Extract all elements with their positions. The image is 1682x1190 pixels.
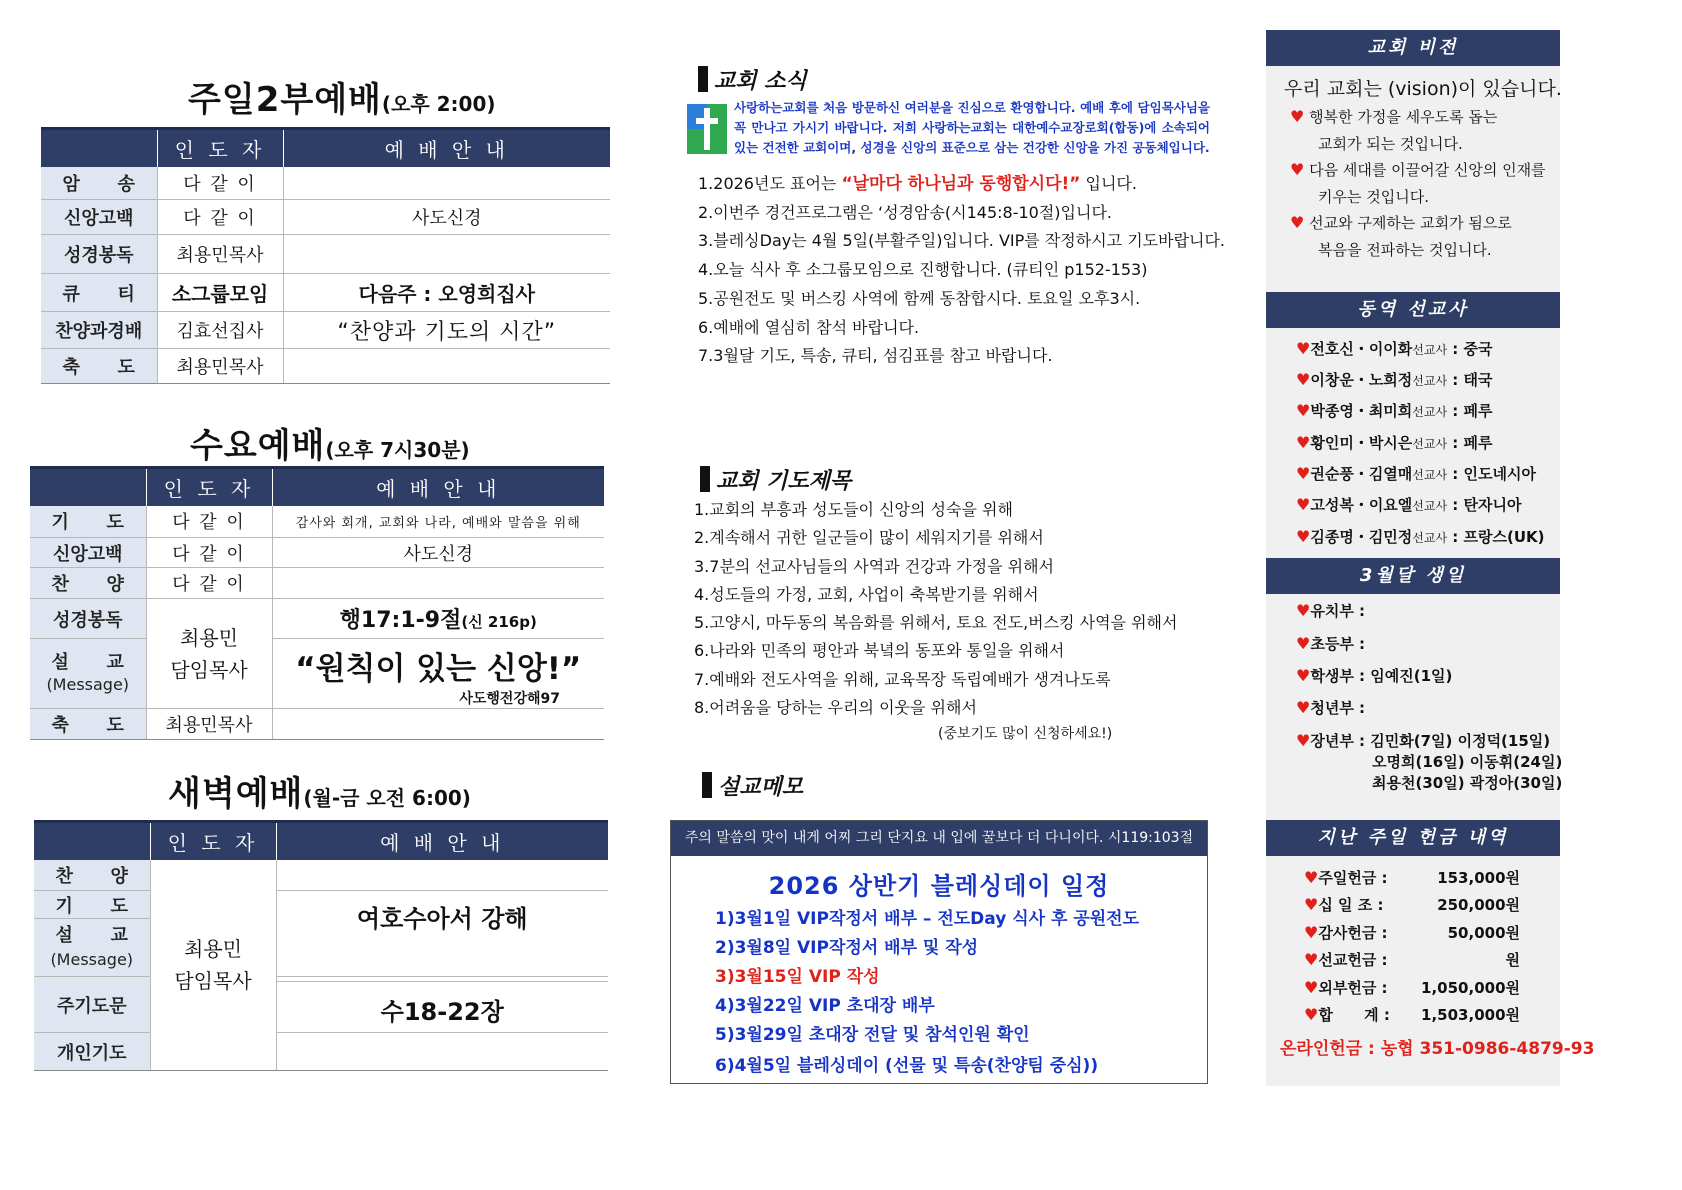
offering-amount: 153,000원	[1437, 869, 1520, 887]
heart-icon: ♥	[1296, 464, 1311, 483]
birthday-row	[1296, 697, 1365, 718]
vision-heading: 교회 비전	[1266, 30, 1560, 66]
missionary-row	[1296, 463, 1536, 484]
offering-label: 십 일 조 :	[1318, 896, 1384, 914]
sunday-service-name: 주일2부예배	[188, 80, 382, 120]
missionary-names: 황인미・박시은	[1310, 434, 1413, 452]
heart-icon: ♥	[1296, 634, 1311, 653]
table-row	[41, 167, 610, 200]
blessing-day-schedule	[671, 905, 1207, 1081]
prayer-item: 5.고양시, 마두동의 복음화를 위해서, 토요 전도,버스킹 사역을 위해서	[694, 613, 1178, 633]
preacher-name: 최용민	[184, 936, 242, 961]
offering-amount: 250,000원	[1437, 896, 1520, 914]
chapter-cell	[276, 977, 608, 1033]
heart-icon: ♥	[1296, 433, 1311, 452]
sermon-label-en: (Message)	[50, 949, 134, 969]
table-row	[41, 274, 610, 312]
missionary-names: 고성복・이요엘	[1310, 496, 1413, 514]
row-info: “찬양과 기도의 시간”	[283, 312, 610, 349]
wednesday-service-time: (오후 7시30분)	[325, 438, 470, 462]
row-label: 신앙고백	[30, 538, 146, 568]
vision-line: 교회가 되는 것입니다.	[1318, 134, 1463, 153]
missionary-names: 김종명・김민정	[1310, 528, 1413, 546]
heading-bar-icon	[698, 66, 708, 92]
birthday-row-extra: 오명희(16일) 이동휘(24일)	[1372, 753, 1563, 771]
missionary-country: : 프랑스(UK)	[1447, 528, 1545, 546]
dawn-service-title	[168, 766, 471, 815]
offering-heading: 지난 주일 헌금 내역	[1266, 820, 1560, 856]
online-offering-account: 온라인헌금 : 농협 351-0986-4879-93	[1280, 1039, 1595, 1059]
row-leader: 다 같 이	[157, 200, 283, 235]
heart-icon: ♥	[1296, 666, 1311, 685]
heart-icon: ♥	[1290, 107, 1305, 126]
news-item: 5.공원전도 및 버스킹 사역에 함께 동참합시다. 토요일 오후3시.	[698, 288, 1141, 308]
missionary-title: 선교사	[1412, 468, 1448, 482]
scripture: 행17:1-9절	[339, 608, 462, 633]
news-item-1-pre: 1.2026년도 표어는	[698, 174, 842, 193]
sermon-title-cell	[272, 639, 604, 709]
news-intro: 사랑하는교회를 처음 방문하신 여러분을 진심으로 환영합니다. 예배 후에 담임목사님을 꼭 만나고 가시기 바랍니다. 저희 사랑하는교회는 대한예수교장로회(합동)에 소속되어 있는 건전한 교회이며, 성경을 신앙의 표준으로 삼는 건강한 신앙을 가진 공동체입니다.	[734, 100, 1210, 155]
sermon-series: 사도행전강해97	[459, 691, 560, 707]
header-info: 예 배 안 내	[283, 129, 610, 167]
offering-row	[1304, 867, 1520, 888]
birthday-heading: 3월달 생일	[1266, 558, 1560, 594]
blessing-leader: 최용민목사	[146, 709, 272, 740]
prayer-item: 4.성도들의 가정, 교회, 사업이 축복받기를 위해서	[694, 584, 1039, 604]
schedule-item: 6)4월5일 블레싱데이 (선물 및 특송(찬양팀 중심))	[715, 1056, 1099, 1076]
row-label: 기 도	[34, 891, 150, 919]
row-info	[283, 235, 610, 274]
heart-icon: ♥	[1304, 950, 1319, 969]
birthday-text: 청년부 :	[1310, 699, 1366, 717]
cross-icon	[687, 104, 727, 154]
heart-icon: ♥	[1304, 978, 1319, 997]
prayer-item: 2.계속해서 귀한 일군들이 많이 세워지기를 위해서	[694, 528, 1044, 548]
missionary-country: : 페루	[1447, 402, 1493, 420]
wednesday-service-name: 수요예배	[190, 426, 326, 466]
scripture-cell	[272, 599, 604, 639]
row-leader: 다 같 이	[157, 167, 283, 200]
heart-icon: ♥	[1296, 495, 1311, 514]
missionary-country: : 태국	[1447, 371, 1493, 389]
news-heading-text: 교회 소식	[714, 69, 807, 94]
missionary-names: 이창운・노희정	[1310, 371, 1413, 389]
offering-label: 외부헌금 :	[1318, 979, 1388, 997]
vision-title: 우리 교회는 (vision)이 있습니다.	[1284, 78, 1562, 100]
sermon-memo-heading-text: 설교메모	[718, 775, 804, 800]
offering-row	[1304, 922, 1520, 943]
prayer-heading	[700, 464, 851, 495]
offering-label: 감사헌금 :	[1318, 924, 1388, 942]
reading-label: 성경봉독	[30, 599, 146, 639]
blessing-label: 축 도	[30, 709, 146, 740]
table-row	[30, 709, 604, 740]
row-leader: 다 같 이	[146, 538, 272, 568]
book-cell	[276, 891, 608, 977]
missionary-title: 선교사	[1412, 499, 1448, 513]
dawn-service-time: (월-금 오전 6:00)	[303, 786, 471, 810]
row-label: 주기도문	[34, 977, 150, 1033]
vision-item	[1290, 104, 1546, 131]
birthday-text: 학생부 : 임예진(1일)	[1310, 667, 1453, 685]
header-info: 예 배 안 내	[272, 468, 604, 506]
missionaries-heading: 동역 선교사	[1266, 292, 1560, 328]
missionary-row	[1296, 338, 1493, 359]
birthday-row	[1296, 633, 1365, 654]
news-motto: “날마다 하나님과 동행합시다!”	[841, 174, 1081, 194]
table-header	[34, 822, 608, 860]
offering-row	[1304, 894, 1520, 915]
schedule-item: 3)3월15일 VIP 작성	[715, 967, 880, 987]
wednesday-service-table	[30, 466, 604, 740]
header-blank	[30, 468, 146, 506]
prayer-item: 6.나라와 민족의 평안과 북녘의 동포와 통일을 위해서	[694, 641, 1065, 661]
offering-label: 합 계 :	[1318, 1006, 1390, 1024]
preacher-name: 최용민	[180, 625, 238, 650]
row-label: 찬 양	[34, 860, 150, 891]
offering-label: 선교헌금 :	[1318, 951, 1388, 969]
heart-icon: ♥	[1304, 868, 1319, 887]
offering-amount: 원	[1505, 951, 1520, 969]
missionary-country: : 페루	[1447, 434, 1493, 452]
birthday-row-extra: 최용천(30일) 곽정아(30일)	[1372, 774, 1563, 792]
table-row	[30, 506, 604, 538]
row-label: 개인기도	[34, 1033, 150, 1071]
missionary-title: 선교사	[1412, 405, 1448, 419]
sermon-label: 설 교	[55, 924, 128, 946]
prayer-note: (중보기도 많이 신청하세요!)	[938, 726, 1113, 742]
table-row	[34, 977, 608, 1033]
prayer-list	[694, 496, 1177, 722]
missionary-title: 선교사	[1412, 374, 1448, 388]
prayer-item: 7.예배와 전도사역을 위해, 교육목장 독립예배가 생겨나도록	[694, 669, 1111, 689]
dawn-service-table	[34, 820, 608, 1071]
sermon-title: “원칙이 있는 신앙!”	[295, 651, 582, 687]
vision-item	[1290, 237, 1546, 264]
birthday-text: 유치부 :	[1310, 602, 1366, 620]
news-heading	[698, 64, 807, 95]
sermon-label-cell	[34, 919, 150, 977]
table-row	[34, 1033, 608, 1071]
table-header	[30, 468, 604, 506]
blessing-day-title: 2026 상반기 블레싱데이 일정	[768, 872, 1110, 900]
row-info: 감사와 회개, 교회와 나라, 예배와 말씀을 위해	[272, 506, 604, 538]
news-item: 6.예배에 열심히 참석 바랍니다.	[698, 317, 920, 337]
row-leader: 김효선집사	[157, 312, 283, 349]
table-row	[30, 568, 604, 599]
heart-icon: ♥	[1304, 923, 1319, 942]
sermon-label-cell	[30, 639, 146, 709]
table-row	[30, 639, 604, 709]
prayer-item: 3.7분의 선교사님들의 사역과 건강과 가정을 위해서	[694, 556, 1054, 576]
row-info	[276, 1033, 608, 1071]
offering-amount: 1,050,000원	[1421, 979, 1520, 997]
missionary-names: 박종영・최미희	[1310, 402, 1413, 420]
table-row	[34, 860, 608, 891]
sermon-label-en: (Message)	[46, 674, 130, 694]
vision-line: 다음 세대를 이끌어갈 신앙의 인재를	[1309, 161, 1546, 179]
vision-item	[1290, 131, 1546, 158]
header-blank	[41, 129, 157, 167]
row-label: 찬양과경배	[41, 312, 157, 349]
row-info	[272, 568, 604, 599]
sunday-service-table	[41, 127, 610, 384]
blessing-info	[272, 709, 604, 740]
news-item: 2.이번주 경건프로그램은 ‘성경암송(시145:8-10절)입니다.	[698, 202, 1113, 222]
row-info: 사도신경	[272, 538, 604, 568]
header-leader: 인 도 자	[146, 468, 272, 506]
header-blank	[34, 822, 150, 860]
row-leader: 다 같 이	[146, 506, 272, 538]
missionary-country: : 탄자니아	[1447, 496, 1522, 514]
heart-icon: ♥	[1296, 601, 1311, 620]
sunday-service-time: (오후 2:00)	[381, 92, 496, 116]
vision-line: 키우는 것입니다.	[1318, 187, 1429, 206]
news-item: 7.3월달 기도, 특송, 큐티, 섬김표를 참고 바랍니다.	[698, 346, 1053, 366]
hymn: (신 216p)	[461, 613, 537, 631]
schedule-item: 1)3월1일 VIP작정서 배부 – 전도Day 식사 후 공원전도	[715, 909, 1140, 929]
vision-line: 선교와 구제하는 교회가 됨으로	[1309, 214, 1512, 232]
missionary-title: 선교사	[1412, 531, 1448, 545]
book-title: 여호수아서 강해	[356, 905, 528, 933]
schedule-item: 2)3월8일 VIP작정서 배부 및 작성	[715, 938, 979, 958]
vision-item	[1290, 157, 1546, 184]
missionary-row	[1296, 494, 1521, 515]
sermon-memo-heading	[702, 770, 803, 801]
birthday-row	[1296, 730, 1550, 751]
sunday-service-title	[188, 72, 496, 121]
sermon-label: 설 교	[51, 651, 124, 673]
wednesday-service-title	[190, 418, 470, 467]
heart-icon: ♥	[1296, 698, 1311, 717]
birthday-text: 초등부 :	[1310, 635, 1366, 653]
heading-bar-icon	[702, 772, 712, 798]
offering-label: 주일헌금 :	[1318, 869, 1388, 887]
birthday-row	[1296, 665, 1452, 686]
sermon-memo-box	[670, 820, 1208, 1084]
vision-line: 복음을 전파하는 것입니다.	[1318, 240, 1492, 259]
table-row	[41, 200, 610, 235]
header-info: 예 배 안 내	[276, 822, 608, 860]
news-list	[698, 170, 1225, 371]
heart-icon: ♥	[1304, 1005, 1319, 1024]
prayer-heading-text: 교회 기도제목	[716, 469, 852, 494]
news-item-1	[698, 170, 1225, 199]
missionary-row	[1296, 526, 1545, 547]
heart-icon: ♥	[1296, 527, 1311, 546]
row-leader: 최용민목사	[157, 349, 283, 384]
offering-amount: 1,503,000원	[1421, 1006, 1520, 1024]
heading-bar-icon	[700, 466, 710, 492]
missionary-title: 선교사	[1412, 343, 1448, 357]
heart-icon: ♥	[1290, 160, 1305, 179]
heart-icon: ♥	[1296, 339, 1311, 358]
row-label: 기 도	[30, 506, 146, 538]
offering-row	[1304, 949, 1520, 970]
row-info	[283, 167, 610, 200]
vision-item	[1290, 184, 1546, 211]
vision-item	[1290, 210, 1546, 237]
row-label: 큐 티	[41, 274, 157, 312]
preacher-cell	[150, 860, 276, 1071]
missionary-title: 선교사	[1412, 437, 1448, 451]
offering-row	[1304, 977, 1520, 998]
row-leader: 최용민목사	[157, 235, 283, 274]
missionary-country: : 중국	[1447, 340, 1493, 358]
news-item: 3.블레싱Day는 4월 5일(부활주일)입니다. VIP를 작정하시고 기도바랍니다.	[698, 231, 1226, 251]
offering-amount: 50,000원	[1447, 924, 1520, 942]
heart-icon: ♥	[1296, 731, 1311, 750]
birthday-row	[1296, 600, 1365, 621]
header-leader: 인 도 자	[157, 129, 283, 167]
preacher-cell	[146, 599, 272, 709]
row-label: 축 도	[41, 349, 157, 384]
header-leader: 인 도 자	[150, 822, 276, 860]
news-item: 4.오늘 식사 후 소그룹모임으로 진행합니다. (큐티인 p152-153)	[698, 260, 1148, 280]
birthday-text: 장년부 : 김민화(7일) 이정덕(15일)	[1310, 732, 1551, 750]
row-info: 다음주 : 오영희집사	[283, 274, 610, 312]
table-header	[41, 129, 610, 167]
prayer-item: 8.어려움을 당하는 우리의 이웃을 위해서	[694, 698, 977, 718]
missionary-row	[1296, 432, 1493, 453]
heart-icon: ♥	[1296, 401, 1311, 420]
table-row	[41, 312, 610, 349]
missionary-row	[1296, 400, 1493, 421]
table-row	[30, 599, 604, 639]
table-row	[30, 538, 604, 568]
row-label: 암 송	[41, 167, 157, 200]
heart-icon: ♥	[1290, 213, 1305, 232]
row-label: 찬 양	[30, 568, 146, 599]
row-info	[276, 860, 608, 891]
schedule-item: 5)3월29일 초대장 전달 및 참석인원 확인	[715, 1025, 1030, 1045]
row-leader: 소그룹모임	[157, 274, 283, 312]
vision-list	[1290, 104, 1546, 263]
preacher-title: 담임목사	[170, 657, 248, 682]
offering-row	[1304, 1004, 1520, 1025]
heart-icon: ♥	[1304, 895, 1319, 914]
news-item-1-post: 입니다.	[1080, 174, 1137, 193]
missionary-country: : 인도네시아	[1447, 465, 1536, 483]
heart-icon: ♥	[1296, 370, 1311, 389]
row-info	[283, 349, 610, 384]
row-info: 사도신경	[283, 200, 610, 235]
table-row	[34, 891, 608, 919]
table-row	[41, 349, 610, 384]
chapter: 수18-22장	[277, 981, 609, 1027]
row-label: 성경봉독	[41, 235, 157, 274]
preacher-title: 담임목사	[174, 968, 252, 993]
memory-verse: 주의 말씀의 맛이 내게 어찌 그리 단지요 내 입에 꿀보다 더 다니이다. 시119:103절	[671, 821, 1207, 856]
missionary-row	[1296, 369, 1493, 390]
dawn-service-name: 새벽예배	[168, 774, 304, 814]
row-label: 신앙고백	[41, 200, 157, 235]
schedule-item: 4)3월22일 VIP 초대장 배부	[715, 996, 935, 1016]
prayer-item: 1.교회의 부흥과 성도들이 신앙의 성숙을 위해	[694, 500, 1013, 519]
missionary-names: 전호신・이이화	[1310, 340, 1413, 358]
vision-line: 행복한 가정을 세우도록 돕는	[1309, 108, 1498, 126]
table-row	[41, 235, 610, 274]
row-leader: 다 같 이	[146, 568, 272, 599]
missionary-names: 권순풍・김열매	[1310, 465, 1413, 483]
